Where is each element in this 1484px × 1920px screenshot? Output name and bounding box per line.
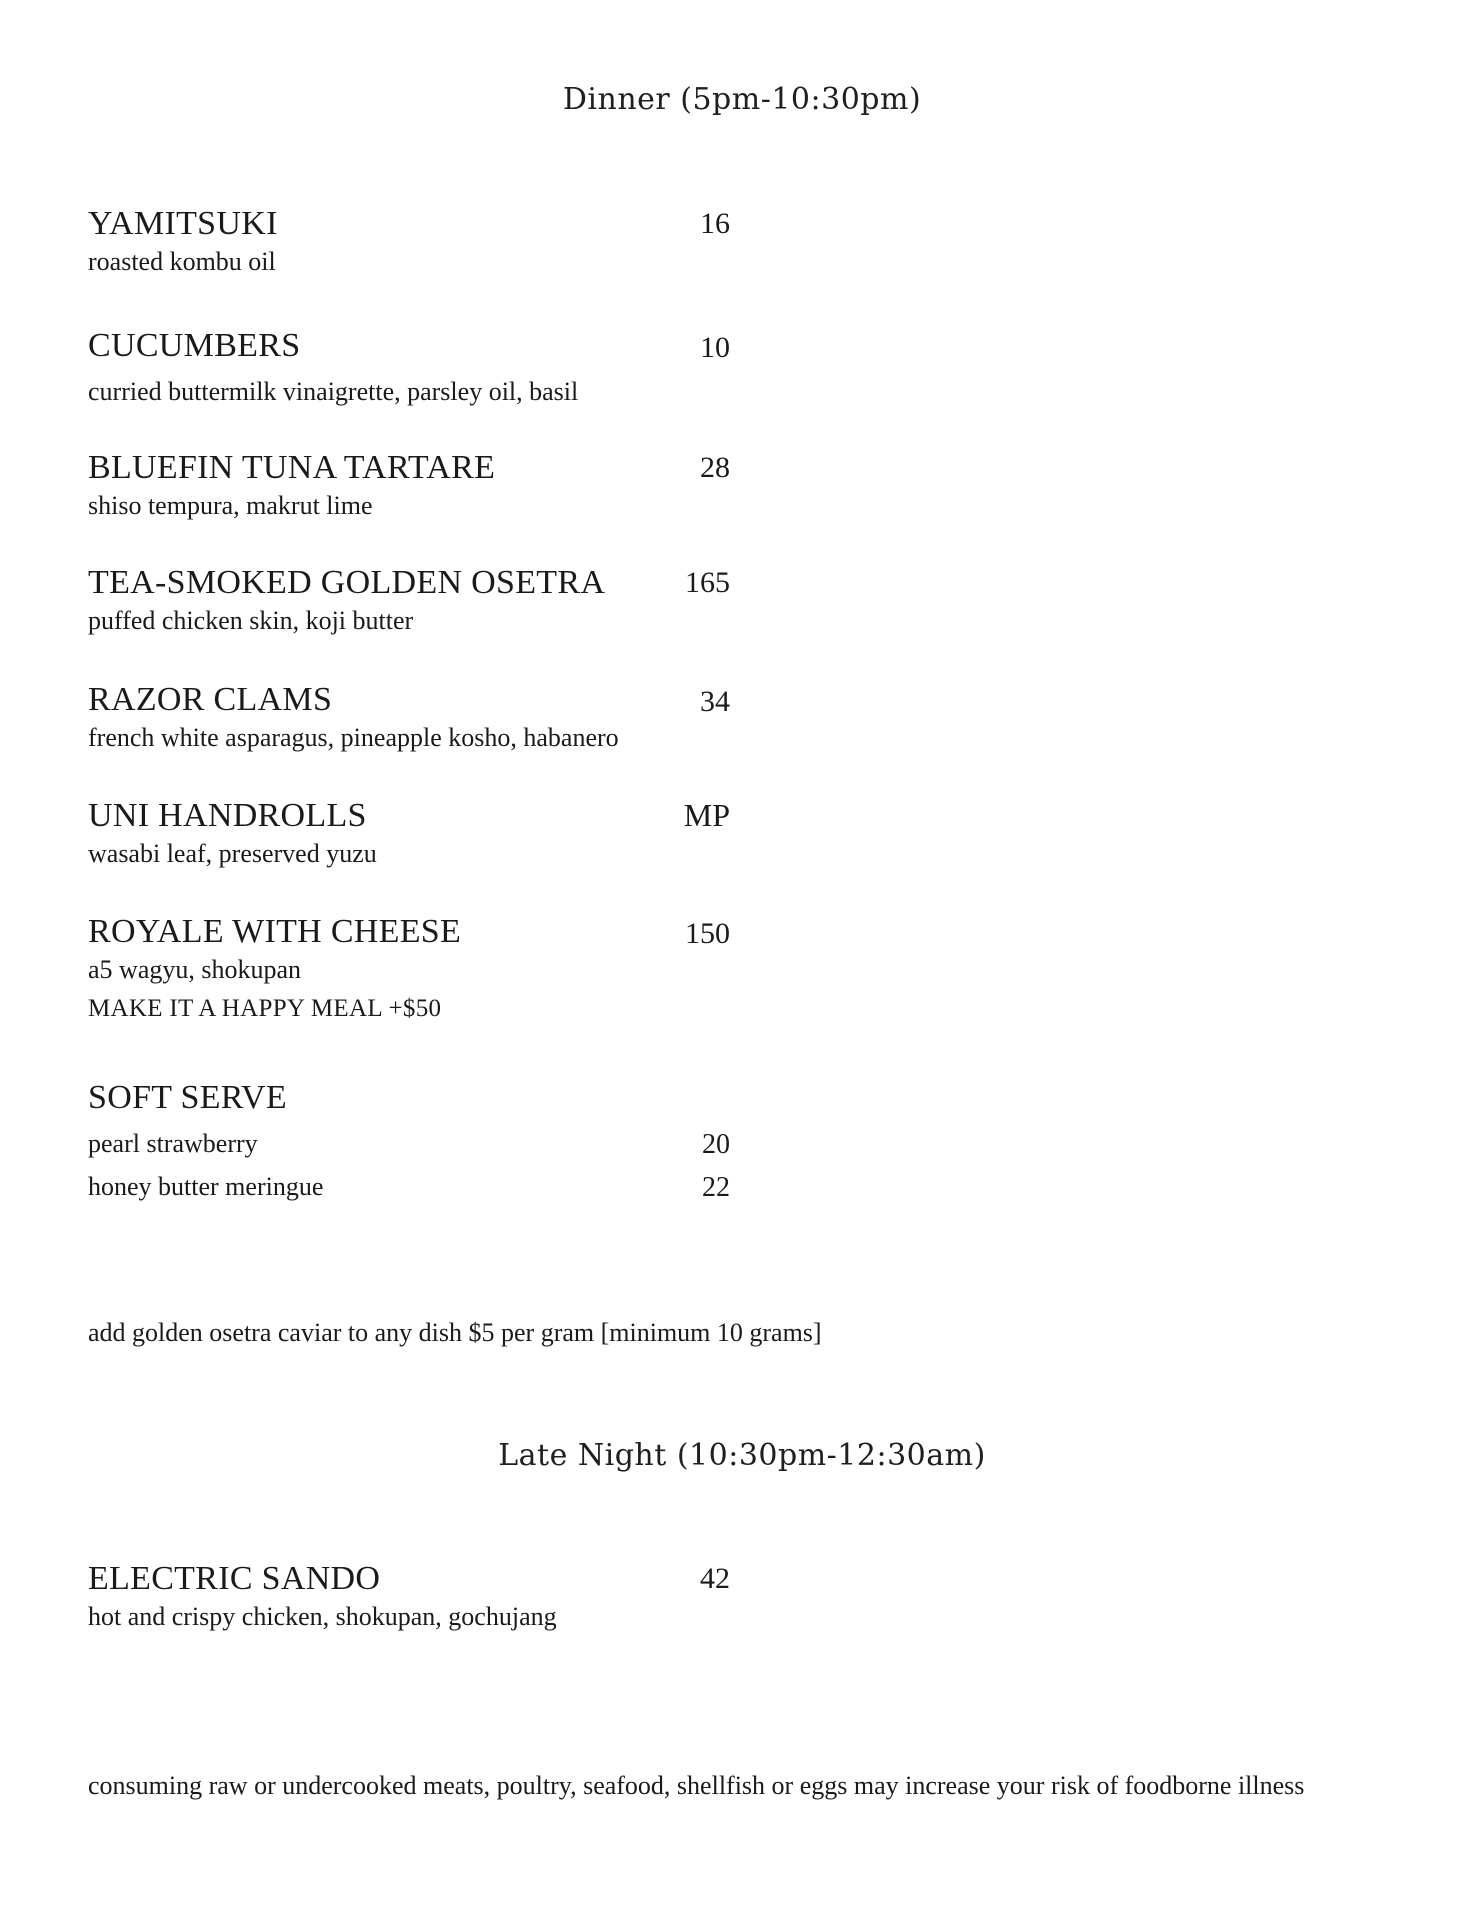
option-label: pearl strawberry (88, 1129, 258, 1158)
item-description: curried buttermilk vinaigrette, parsley oil, basil (88, 377, 579, 406)
item-name: BLUEFIN TUNA TARTARE (88, 449, 496, 486)
item-price: MP (683, 797, 730, 833)
item-description: french white asparagus, pineapple kosho, habanero (88, 723, 619, 752)
item-price: 42 (700, 1562, 730, 1595)
item-name: UNI HANDROLLS (88, 797, 367, 834)
foodborne-illness-disclaimer: consuming raw or undercooked meats, poultry, seafood, shellfish or eggs may increase your risk of foodborne illness (88, 1771, 1305, 1800)
item-name: YAMITSUKI (88, 205, 278, 242)
item-name: TEA-SMOKED GOLDEN OSETRA (88, 564, 606, 601)
item-price: 16 (700, 207, 730, 240)
option-price: 20 (702, 1129, 730, 1160)
item-description: a5 wagyu, shokupan (88, 955, 302, 984)
item-description: puffed chicken skin, koji butter (88, 606, 414, 635)
item-price: 10 (700, 331, 730, 364)
item-price: 34 (700, 685, 730, 718)
item-price: 150 (685, 917, 730, 950)
option-price: 22 (702, 1172, 730, 1203)
item-name: CUCUMBERS (88, 327, 301, 364)
late-night-heading: Late Night (10:30pm-12:30am) (498, 1438, 986, 1473)
dinner-heading: Dinner (5pm-10:30pm) (562, 82, 922, 117)
option-label: honey butter meringue (88, 1172, 324, 1201)
item-name: ROYALE WITH CHEESE (88, 913, 462, 950)
item-description: roasted kombu oil (88, 247, 276, 276)
caviar-note: add golden osetra caviar to any dish $5 per gram [minimum 10 grams] (88, 1318, 822, 1347)
item-price: 28 (700, 451, 730, 484)
happy-meal-addon: MAKE IT A HAPPY MEAL +$50 (88, 995, 442, 1022)
item-name: ELECTRIC SANDO (88, 1560, 381, 1597)
item-name: RAZOR CLAMS (88, 681, 333, 718)
item-price: 165 (685, 566, 730, 599)
item-description: hot and crispy chicken, shokupan, gochujang (88, 1602, 557, 1631)
item-description: shiso tempura, makrut lime (88, 491, 373, 520)
item-name: SOFT SERVE (88, 1079, 287, 1116)
item-description: wasabi leaf, preserved yuzu (88, 839, 377, 868)
